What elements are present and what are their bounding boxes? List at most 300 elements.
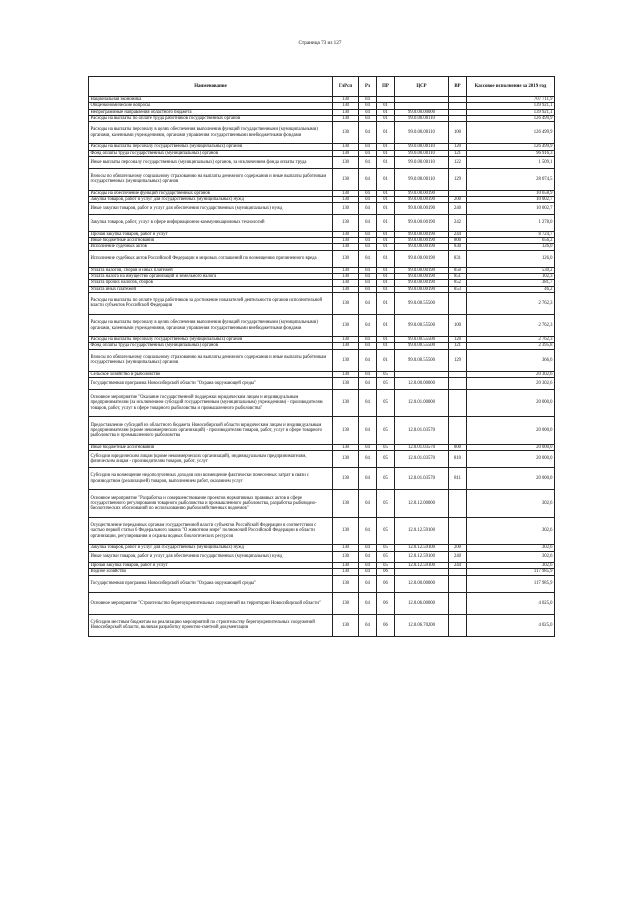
vr-cell: 120 bbox=[449, 337, 467, 343]
table-row bbox=[89, 575, 555, 592]
execution-cell: 707 711,9 bbox=[467, 97, 555, 103]
table-row bbox=[89, 292, 555, 314]
glrsp-cell: 130 bbox=[333, 314, 359, 336]
csr-cell: 12.0.06.70200 bbox=[395, 614, 449, 636]
glrsp-cell: 130 bbox=[333, 349, 359, 371]
csr-cell: 99.0.00.00190 bbox=[395, 231, 449, 237]
csr-cell: 12.0.12.59100 bbox=[395, 563, 449, 569]
csr-cell: 99.0.00.55500 bbox=[395, 292, 449, 314]
glrsp-cell: 130 bbox=[333, 389, 359, 417]
row-name-cell: Закупка товаров, работ и услуг для государственных (муниципальных) нужд bbox=[89, 197, 333, 203]
rz-cell: 04 bbox=[359, 314, 377, 336]
pr-cell: 05 bbox=[377, 378, 395, 390]
budget-execution-table bbox=[88, 76, 555, 637]
vr-cell bbox=[449, 389, 467, 417]
execution-cell: 139 921,1 bbox=[467, 103, 555, 109]
table-row bbox=[89, 551, 555, 563]
rz-cell: 04 bbox=[359, 273, 377, 279]
rz-cell: 04 bbox=[359, 103, 377, 109]
execution-cell: 126 499,9 bbox=[467, 122, 555, 144]
csr-cell: 12.0.01.03570 bbox=[395, 468, 449, 490]
csr-cell: 12.0.00.00000 bbox=[395, 575, 449, 592]
pr-cell: 05 bbox=[377, 490, 395, 518]
vr-cell: 851 bbox=[449, 273, 467, 279]
row-name-cell: Уплата налога на имущество организаций и земельного налога bbox=[89, 273, 333, 279]
execution-cell: 20 302,6 bbox=[467, 371, 555, 377]
vr-cell: 853 bbox=[449, 286, 467, 292]
row-name-cell: Расходы на обеспечение функций государственных органов bbox=[89, 190, 333, 196]
pr-cell: 05 bbox=[377, 468, 395, 490]
glrsp-cell: 130 bbox=[333, 343, 359, 349]
row-name-cell: Основное мероприятие "Строительство берегоукрепительных сооружений на территории Новосибирской области" bbox=[89, 592, 333, 614]
row-name-cell: Расходы на выплаты персоналу в целях обеспечения выполнения функций государственными (муниципальными) органами, казенными учреждениями, органами управления государственными внебюджетными фондами bbox=[89, 122, 333, 144]
execution-cell: 656,2 bbox=[467, 238, 555, 244]
execution-cell: 126 499,9 bbox=[467, 115, 555, 121]
glrsp-cell: 130 bbox=[333, 569, 359, 575]
row-name-cell: Предоставление субсидий из областного бюджета Новосибирской области юридическим лицам и индивидуальным предпринимателям (кроме некоммерческих организаций) - производителям товаров, работ, услуг в сфере товарного рыболовства и промышленного рыболовства bbox=[89, 417, 333, 445]
pr-cell: 01 bbox=[377, 190, 395, 196]
row-name-cell: Расходы на выплаты персоналу государственных (муниципальных) органов bbox=[89, 337, 333, 343]
rz-cell: 04 bbox=[359, 517, 377, 545]
execution-cell: 46,2 bbox=[467, 286, 555, 292]
execution-cell: 126,0 bbox=[467, 244, 555, 250]
table-header-row bbox=[89, 77, 555, 97]
pr-cell: 05 bbox=[377, 563, 395, 569]
execution-cell: 139 921,1 bbox=[467, 109, 555, 115]
pr-cell: 06 bbox=[377, 614, 395, 636]
execution-cell: 530,2 bbox=[467, 267, 555, 273]
rz-cell: 04 bbox=[359, 109, 377, 115]
table-row bbox=[89, 250, 555, 267]
glrsp-cell: 130 bbox=[333, 286, 359, 292]
glrsp-cell: 130 bbox=[333, 280, 359, 286]
rz-cell: 04 bbox=[359, 337, 377, 343]
pr-cell: 01 bbox=[377, 343, 395, 349]
execution-cell: 1 278,0 bbox=[467, 214, 555, 231]
rz-cell: 04 bbox=[359, 168, 377, 190]
vr-cell: 810 bbox=[449, 451, 467, 468]
rz-cell: 04 bbox=[359, 444, 377, 450]
csr-cell: 99.0.00.00190 bbox=[395, 280, 449, 286]
vr-cell: 100 bbox=[449, 122, 467, 144]
glrsp-cell: 130 bbox=[333, 190, 359, 196]
vr-cell: 129 bbox=[449, 168, 467, 190]
csr-cell: 12.0.00.00000 bbox=[395, 378, 449, 390]
pr-cell: 05 bbox=[377, 551, 395, 563]
row-name-cell: Общеэкономические вопросы bbox=[89, 103, 333, 109]
table-row bbox=[89, 389, 555, 417]
column-header-name: Наименование bbox=[89, 77, 333, 97]
table-row bbox=[89, 592, 555, 614]
glrsp-cell: 130 bbox=[333, 244, 359, 250]
csr-cell: 12.0.06.00000 bbox=[395, 592, 449, 614]
csr-cell: 12.0.12.59100 bbox=[395, 545, 449, 551]
csr-cell: 12.0.01.03570 bbox=[395, 417, 449, 445]
row-name-cell: Субсидии местным бюджетам на реализацию мероприятий по строительству берегоукрепительных сооружений Новосибирской области, включая разработку проектно-сметной документации bbox=[89, 614, 333, 636]
row-name-cell: Взносы по обязательному социальному страхованию на выплаты денежного содержания и иные выплаты работникам государственных (муниципальных) органов bbox=[89, 349, 333, 371]
execution-cell: 117 985,9 bbox=[467, 575, 555, 592]
pr-cell: 05 bbox=[377, 444, 395, 450]
rz-cell: 04 bbox=[359, 286, 377, 292]
glrsp-cell: 130 bbox=[333, 614, 359, 636]
execution-cell: 117 985,9 bbox=[467, 569, 555, 575]
glrsp-cell: 130 bbox=[333, 592, 359, 614]
column-header-pr: ПР bbox=[377, 77, 395, 97]
row-name-cell: Иные бюджетные ассигнования bbox=[89, 238, 333, 244]
glrsp-cell: 130 bbox=[333, 238, 359, 244]
vr-cell: 850 bbox=[449, 267, 467, 273]
pr-cell: 01 bbox=[377, 144, 395, 150]
rz-cell: 04 bbox=[359, 197, 377, 203]
glrsp-cell: 130 bbox=[333, 378, 359, 390]
glrsp-cell: 130 bbox=[333, 417, 359, 445]
execution-cell: 126,0 bbox=[467, 250, 555, 267]
pr-cell: 05 bbox=[377, 389, 395, 417]
rz-cell: 04 bbox=[359, 551, 377, 563]
csr-cell: 99.0.00.00190 bbox=[395, 273, 449, 279]
execution-cell: 302,6 bbox=[467, 563, 555, 569]
vr-cell: 852 bbox=[449, 280, 467, 286]
pr-cell: 05 bbox=[377, 417, 395, 445]
execution-cell: 302,6 bbox=[467, 490, 555, 518]
rz-cell: 04 bbox=[359, 238, 377, 244]
execution-cell: 4 025,0 bbox=[467, 614, 555, 636]
pr-cell: 01 bbox=[377, 150, 395, 156]
rz-cell: 04 bbox=[359, 545, 377, 551]
pr-cell: 01 bbox=[377, 231, 395, 237]
execution-cell: 302,6 bbox=[467, 517, 555, 545]
vr-cell: 121 bbox=[449, 150, 467, 156]
csr-cell: 99.0.00.00190 bbox=[395, 250, 449, 267]
glrsp-cell: 130 bbox=[333, 444, 359, 450]
rz-cell: 04 bbox=[359, 563, 377, 569]
vr-cell: 100 bbox=[449, 314, 467, 336]
row-name-cell: Иные закупки товаров, работ и услуг для обеспечения государственных (муниципальных) нужд bbox=[89, 203, 333, 215]
pr-cell: 06 bbox=[377, 592, 395, 614]
rz-cell: 04 bbox=[359, 190, 377, 196]
rz-cell: 04 bbox=[359, 97, 377, 103]
pr-cell: 01 bbox=[377, 103, 395, 109]
csr-cell: 12.0.01.03570 bbox=[395, 444, 449, 450]
glrsp-cell: 130 bbox=[333, 267, 359, 273]
vr-cell: 240 bbox=[449, 551, 467, 563]
column-header-execution: Кассовое исполнение за 2019 год bbox=[467, 77, 555, 97]
execution-cell: 4 025,0 bbox=[467, 592, 555, 614]
vr-cell: 122 bbox=[449, 156, 467, 168]
execution-cell: 20 302,6 bbox=[467, 378, 555, 390]
rz-cell: 04 bbox=[359, 417, 377, 445]
pr-cell: 01 bbox=[377, 197, 395, 203]
execution-cell: 126 499,9 bbox=[467, 144, 555, 150]
execution-cell: 20 000,0 bbox=[467, 389, 555, 417]
glrsp-cell: 130 bbox=[333, 156, 359, 168]
execution-cell: 102,3 bbox=[467, 273, 555, 279]
csr-cell: 99.0.00.55500 bbox=[395, 314, 449, 336]
table-row bbox=[89, 490, 555, 518]
pr-cell: 01 bbox=[377, 122, 395, 144]
vr-cell: 800 bbox=[449, 238, 467, 244]
pr-cell: 05 bbox=[377, 545, 395, 551]
csr-cell: 99.0.00.55500 bbox=[395, 337, 449, 343]
table-row bbox=[89, 468, 555, 490]
csr-cell: 99.0.00.55500 bbox=[395, 349, 449, 371]
row-name-cell: Иные бюджетные ассигнования bbox=[89, 444, 333, 450]
glrsp-cell: 130 bbox=[333, 122, 359, 144]
row-name-cell: Прочая закупка товаров, работ и услуг bbox=[89, 231, 333, 237]
glrsp-cell: 130 bbox=[333, 451, 359, 468]
row-name-cell: Расходы на выплаты персоналу государственных (муниципальных) органов bbox=[89, 144, 333, 150]
csr-cell: 99.0.00.00190 bbox=[395, 197, 449, 203]
vr-cell: 244 bbox=[449, 563, 467, 569]
vr-cell: 120 bbox=[449, 144, 467, 150]
pr-cell: 01 bbox=[377, 337, 395, 343]
csr-cell: 99.0.00.55500 bbox=[395, 343, 449, 349]
pr-cell: 01 bbox=[377, 267, 395, 273]
glrsp-cell: 130 bbox=[333, 231, 359, 237]
pr-cell: 01 bbox=[377, 156, 395, 168]
table-row bbox=[89, 614, 555, 636]
pr-cell: 01 bbox=[377, 292, 395, 314]
table-row bbox=[89, 451, 555, 468]
rz-cell: 04 bbox=[359, 569, 377, 575]
column-header-vr: ВР bbox=[449, 77, 467, 97]
row-name-cell: Исполнение судебных актов bbox=[89, 244, 333, 250]
csr-cell: 99.0.00.00190 bbox=[395, 190, 449, 196]
pr-cell: 01 bbox=[377, 238, 395, 244]
rz-cell: 04 bbox=[359, 389, 377, 417]
glrsp-cell: 130 bbox=[333, 371, 359, 377]
table-body bbox=[89, 97, 555, 637]
table-row bbox=[89, 203, 555, 215]
glrsp-cell: 130 bbox=[333, 250, 359, 267]
row-name-cell: Государственная программа Новосибирской области "Охрана окружающей среды" bbox=[89, 378, 333, 390]
execution-cell: 302,6 bbox=[467, 545, 555, 551]
csr-cell: 12.0.01.00000 bbox=[395, 389, 449, 417]
csr-cell: 99.0.00.00110 bbox=[395, 144, 449, 150]
execution-cell: 381,7 bbox=[467, 280, 555, 286]
csr-cell: 99.0.00.00190 bbox=[395, 267, 449, 273]
row-name-cell: Сельское хозяйство и рыболовство bbox=[89, 371, 333, 377]
row-name-cell: Уплата прочих налогов, сборов bbox=[89, 280, 333, 286]
rz-cell: 04 bbox=[359, 244, 377, 250]
csr-cell: 99.0.00.00190 bbox=[395, 286, 449, 292]
row-name-cell: Расходы на выплаты по оплате труда работников государственных органов bbox=[89, 115, 333, 121]
pr-cell: 01 bbox=[377, 250, 395, 267]
pr-cell: 05 bbox=[377, 371, 395, 377]
column-header-glrsp: ГлРсп bbox=[333, 77, 359, 97]
glrsp-cell: 130 bbox=[333, 109, 359, 115]
csr-cell: 12.0.12.00000 bbox=[395, 490, 449, 518]
vr-cell bbox=[449, 292, 467, 314]
vr-cell: 244 bbox=[449, 231, 467, 237]
rz-cell: 04 bbox=[359, 267, 377, 273]
row-name-cell: Непрограммные направления областного бюджета bbox=[89, 109, 333, 115]
execution-cell: 302,6 bbox=[467, 551, 555, 563]
vr-cell bbox=[449, 490, 467, 518]
rz-cell: 04 bbox=[359, 122, 377, 144]
vr-cell bbox=[449, 378, 467, 390]
row-name-cell: Взносы по обязательному социальному страхованию на выплаты денежного содержания и иные выплаты работникам государственных (муниципальных) органов bbox=[89, 168, 333, 190]
glrsp-cell: 130 bbox=[333, 292, 359, 314]
execution-cell: 8 724,7 bbox=[467, 231, 555, 237]
execution-cell: 2 762,3 bbox=[467, 314, 555, 336]
vr-cell: 200 bbox=[449, 197, 467, 203]
rz-cell: 04 bbox=[359, 292, 377, 314]
vr-cell: 200 bbox=[449, 545, 467, 551]
pr-cell: 01 bbox=[377, 109, 395, 115]
rz-cell: 04 bbox=[359, 592, 377, 614]
vr-cell: 242 bbox=[449, 214, 467, 231]
csr-cell: 99.0.00.00110 bbox=[395, 122, 449, 144]
pr-cell: 06 bbox=[377, 575, 395, 592]
table-row bbox=[89, 517, 555, 545]
rz-cell: 04 bbox=[359, 156, 377, 168]
glrsp-cell: 130 bbox=[333, 197, 359, 203]
row-name-cell: Уплата иных платежей bbox=[89, 286, 333, 292]
page-header: Страница 73 из 127 bbox=[298, 40, 342, 46]
row-name-cell: Национальная экономика bbox=[89, 97, 333, 103]
rz-cell: 04 bbox=[359, 280, 377, 286]
execution-cell: 2 762,3 bbox=[467, 292, 555, 314]
glrsp-cell: 130 bbox=[333, 103, 359, 109]
rz-cell: 04 bbox=[359, 144, 377, 150]
row-name-cell: Основное мероприятие "Оказание государственной поддержки юридическим лицам и индивидуальным предпринимателям (за исключением субсидий государственным (муниципальным) учреждениям) - производителям товаров, работ, услуг в сфере товарного рыболовства и промышленного рыболовства" bbox=[89, 389, 333, 417]
vr-cell bbox=[449, 517, 467, 545]
pr-cell: 05 bbox=[377, 451, 395, 468]
rz-cell: 04 bbox=[359, 451, 377, 468]
glrsp-cell: 130 bbox=[333, 517, 359, 545]
vr-cell: 129 bbox=[449, 349, 467, 371]
table-row bbox=[89, 417, 555, 445]
rz-cell: 04 bbox=[359, 343, 377, 349]
glrsp-cell: 130 bbox=[333, 563, 359, 569]
glrsp-cell: 130 bbox=[333, 551, 359, 563]
csr-cell: 99.0.00.00000 bbox=[395, 109, 449, 115]
glrsp-cell: 130 bbox=[333, 150, 359, 156]
execution-cell: 20 000,0 bbox=[467, 417, 555, 445]
table-row bbox=[89, 314, 555, 336]
pr-cell: 01 bbox=[377, 244, 395, 250]
rz-cell: 04 bbox=[359, 614, 377, 636]
glrsp-cell: 130 bbox=[333, 214, 359, 231]
execution-cell: 20 000,0 bbox=[467, 451, 555, 468]
csr-cell: 99.0.00.00110 bbox=[395, 156, 449, 168]
vr-cell: 240 bbox=[449, 203, 467, 215]
csr-cell: 12.0.12.59100 bbox=[395, 517, 449, 545]
row-name-cell: Расходы на выплаты по оплате труда работников за достижение показателей деятельности органов исполнительной власти субъектов Российской Федерации bbox=[89, 292, 333, 314]
pr-cell: 01 bbox=[377, 349, 395, 371]
execution-cell: 20 000,0 bbox=[467, 444, 555, 450]
row-name-cell: Уплата налогов, сборов и иных платежей bbox=[89, 267, 333, 273]
rz-cell: 04 bbox=[359, 203, 377, 215]
table-row bbox=[89, 168, 555, 190]
csr-cell: 99.0.00.00110 bbox=[395, 115, 449, 121]
column-header-rz: Рз bbox=[359, 77, 377, 97]
glrsp-cell: 130 bbox=[333, 168, 359, 190]
table-row bbox=[89, 349, 555, 371]
rz-cell: 04 bbox=[359, 575, 377, 592]
rz-cell: 04 bbox=[359, 349, 377, 371]
row-name-cell: Иные выплаты персоналу государственных (муниципальных) органов, за исключением фонда оплаты труда bbox=[89, 156, 333, 168]
rz-cell: 04 bbox=[359, 231, 377, 237]
vr-cell bbox=[449, 592, 467, 614]
row-name-cell: Иные закупки товаров, работ и услуг для обеспечения государственных (муниципальных) нужд bbox=[89, 551, 333, 563]
pr-cell: 01 bbox=[377, 286, 395, 292]
vr-cell: 811 bbox=[449, 468, 467, 490]
pr-cell: 01 bbox=[377, 314, 395, 336]
rz-cell: 04 bbox=[359, 115, 377, 121]
execution-cell: 10 002,7 bbox=[467, 197, 555, 203]
table-row bbox=[89, 122, 555, 144]
pr-cell: 01 bbox=[377, 214, 395, 231]
vr-cell bbox=[449, 417, 467, 445]
glrsp-cell: 130 bbox=[333, 545, 359, 551]
pr-cell: 01 bbox=[377, 115, 395, 121]
glrsp-cell: 130 bbox=[333, 115, 359, 121]
row-name-cell: Прочая закупка товаров, работ и услуг bbox=[89, 563, 333, 569]
csr-cell: 99.0.00.00190 bbox=[395, 203, 449, 215]
row-name-cell: Закупка товаров, работ и услуг для государственных (муниципальных) нужд bbox=[89, 545, 333, 551]
rz-cell: 04 bbox=[359, 378, 377, 390]
execution-cell: 2 762,3 bbox=[467, 337, 555, 343]
row-name-cell: Водное хозяйство bbox=[89, 569, 333, 575]
row-name-cell: Субсидии юридическим лицам (кроме некоммерческих организаций), индивидуальным предпринимателям, физическим лицам - производителям товаров, работ, услуг bbox=[89, 451, 333, 468]
execution-cell: 96 916,3 bbox=[467, 150, 555, 156]
rz-cell: 04 bbox=[359, 490, 377, 518]
row-name-cell: Осуществление переданных органам государственной власти субъектов Российской Федерации в соответствии с частью первой статьи 6 Федерального закона "О животном мире" полномочий Российской Федерации в области организации, регулирования и охраны водных биологических ресурсов bbox=[89, 517, 333, 545]
table-row bbox=[89, 156, 555, 168]
csr-cell: 12.0.12.59100 bbox=[395, 551, 449, 563]
csr-cell: 99.0.00.00190 bbox=[395, 238, 449, 244]
vr-cell bbox=[449, 614, 467, 636]
execution-cell: 2 395,8 bbox=[467, 343, 555, 349]
pr-cell: 01 bbox=[377, 273, 395, 279]
row-name-cell: Государственная программа Новосибирской области "Охрана окружающей среды" bbox=[89, 575, 333, 592]
glrsp-cell: 130 bbox=[333, 97, 359, 103]
execution-cell: 20 000,0 bbox=[467, 468, 555, 490]
table-row bbox=[89, 378, 555, 390]
execution-cell: 10 658,9 bbox=[467, 190, 555, 196]
glrsp-cell: 130 bbox=[333, 575, 359, 592]
execution-cell: 1 509,1 bbox=[467, 156, 555, 168]
vr-cell: 121 bbox=[449, 343, 467, 349]
row-name-cell: Закупка товаров, работ, услуг в сфере информационно-коммуникационных технологий bbox=[89, 214, 333, 231]
row-name-cell: Расходы на выплаты персоналу в целях обеспечения выполнения функций государственными (муниципальными) органами, казенными учреждениями, органами управления государственными внебюджетными фондами bbox=[89, 314, 333, 336]
table-row bbox=[89, 214, 555, 231]
csr-cell: 99.0.00.00190 bbox=[395, 214, 449, 231]
execution-cell: 28 074,5 bbox=[467, 168, 555, 190]
execution-cell: 10 002,7 bbox=[467, 203, 555, 215]
csr-cell: 99.0.00.00110 bbox=[395, 168, 449, 190]
row-name-cell: Фонд оплаты труда государственных (муниципальных) органов bbox=[89, 343, 333, 349]
rz-cell: 04 bbox=[359, 371, 377, 377]
glrsp-cell: 130 bbox=[333, 490, 359, 518]
row-name-cell: Основное мероприятие "Разработка и совершенствование проектов нормативных правовых актов в сфере государственного регулирования товарного рыболовства и промышленного рыболовства, разработка рыбоводно-биологических обоснований по использованию рыбохозяйственных водоемов" bbox=[89, 490, 333, 518]
pr-cell: 05 bbox=[377, 517, 395, 545]
row-name-cell: Исполнение судебных актов Российской Федерации и мировых соглашений по возмещению причиненного вреда bbox=[89, 250, 333, 267]
row-name-cell: Субсидии на возмещение недополученных доходов или возмещение фактически понесенных затрат в связи с производством (реализацией) товаров, выполнением работ, оказанием услуг bbox=[89, 468, 333, 490]
csr-cell: 12.0.01.03570 bbox=[395, 451, 449, 468]
rz-cell: 04 bbox=[359, 250, 377, 267]
csr-cell: 99.0.00.00110 bbox=[395, 150, 449, 156]
column-header-csr: ЦСР bbox=[395, 77, 449, 97]
glrsp-cell: 130 bbox=[333, 468, 359, 490]
row-name-cell: Фонд оплаты труда государственных (муниципальных) органов bbox=[89, 150, 333, 156]
glrsp-cell: 130 bbox=[333, 144, 359, 150]
glrsp-cell: 130 bbox=[333, 337, 359, 343]
vr-cell bbox=[449, 575, 467, 592]
glrsp-cell: 130 bbox=[333, 273, 359, 279]
